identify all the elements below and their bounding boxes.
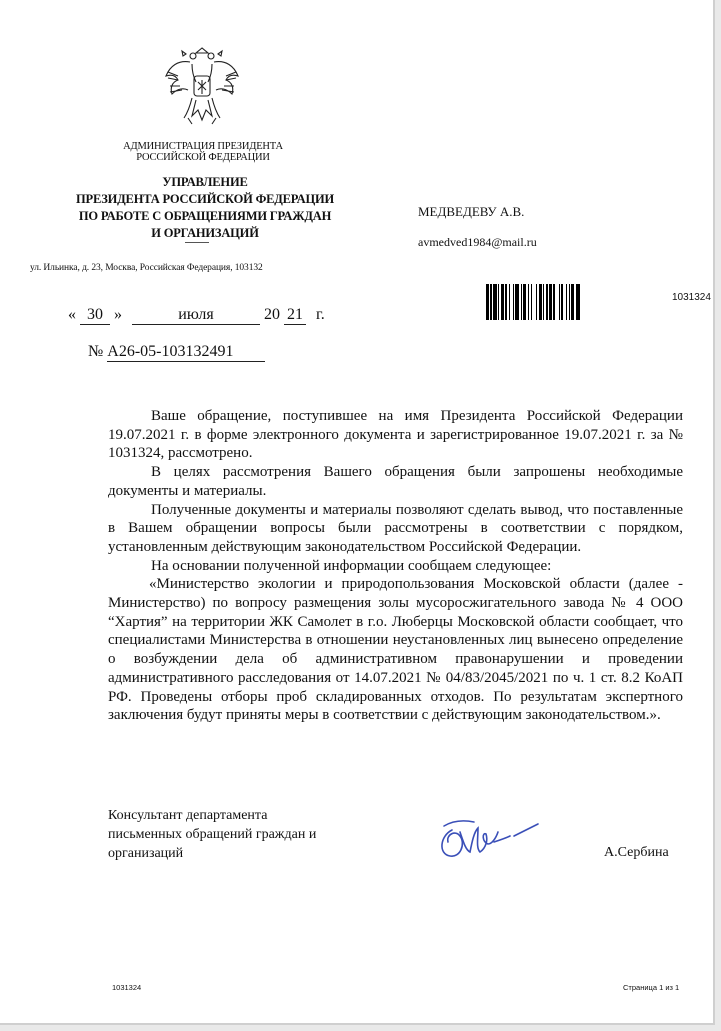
signer-title-line3: организаций xyxy=(108,846,184,861)
registration-prefix: № xyxy=(88,343,104,360)
signer-title-line2: письменных обращений граждан и xyxy=(108,827,317,842)
recipient-email: avmedved1984@mail.ru xyxy=(418,235,537,249)
org-small-line1: АДМИНИСТРАЦИЯ ПРЕЗИДЕНТА xyxy=(123,141,283,152)
date-month: июля xyxy=(132,306,260,325)
dept-line1: УПРАВЛЕНИЕ xyxy=(162,175,248,189)
barcode xyxy=(486,284,656,320)
date-day: 30 xyxy=(80,306,110,325)
org-small-line2: РОССИЙСКОЙ ФЕДЕРАЦИИ xyxy=(136,152,270,163)
dept-line2: ПРЕЗИДЕНТА РОССИЙСКОЙ ФЕДЕРАЦИИ xyxy=(75,192,335,206)
body-paragraph-1: Ваше обращение, поступившее на имя Президента Российской Федерации 19.07.2021 г. в форме электронного документа и зарегистрированное 19.07.2021 г. за № 1031324, рассмотрено. xyxy=(108,408,683,462)
body-paragraph-2: В целях рассмотрения Вашего обращения были запрошены необходимые документы и материалы. xyxy=(108,464,683,499)
date-century: 20 xyxy=(264,306,280,323)
header-divider xyxy=(185,242,209,243)
date-suffix: г. xyxy=(316,306,325,323)
dept-line4: И ОРГАНИЗАЦИЙ xyxy=(151,226,259,240)
registration-number: А26-05-103132491 xyxy=(107,343,265,362)
dept-line3: ПО РАБОТЕ С ОБРАЩЕНИЯМИ ГРАЖДАН xyxy=(78,209,332,223)
date-open-quote: « xyxy=(68,306,76,323)
coat-of-arms-icon xyxy=(162,42,242,128)
letter-body xyxy=(108,407,683,725)
department-header xyxy=(55,174,355,242)
date-year: 21 xyxy=(284,306,306,325)
body-paragraph-3: Полученные документы и материалы позволяют сделать вывод, что поставленные в Вашем обращении вопросы были рассмотрены в соответствии с порядком, установленным действующим законодательством Российской Федерации. xyxy=(108,501,683,555)
body-paragraph-quote: «Министерство экологии и природопользования Московской области (далее - Министерство) по вопросу размещения золы мусоросжигательного завода № 4 ООО “Хартия” на территории ЖК Самолет в г.о. Люберцы Московской области сообщает, что специалистами Министерства в отношении неустановленных лиц вынесено определение о возбуждении дела об административном правонарушении и проведении административного расследования от 14.07.2021 № 04/83/2045/2021 по ч. 1 ст. 8.2 КоАП РФ. Проведены отборы проб складированных отходов. По результатам экспертного заключения будут приняты меры в соответствии с действующим законодательством.». xyxy=(108,576,683,724)
signer-title xyxy=(108,806,316,863)
body-paragraph-4: На основании полученной информации сообщаем следующее: xyxy=(151,557,552,574)
footer-doc-id: 1031324 xyxy=(112,983,142,992)
signer-name: А.Сербина xyxy=(604,845,669,860)
signer-title-line1: Консультант департамента xyxy=(108,808,268,823)
date-line xyxy=(68,306,325,325)
barcode-number: 1031324 xyxy=(672,292,711,303)
footer-page-label: Страница 1 из 1 xyxy=(623,983,680,992)
recipient-name: МЕДВЕДЕВУ А.В. xyxy=(418,204,525,219)
org-header-small xyxy=(108,141,298,163)
date-close-quote: » xyxy=(114,306,122,323)
registration-line xyxy=(88,343,265,362)
handwritten-signature xyxy=(430,810,540,866)
sender-address: ул. Ильинка, д. 23, Москва, Российская Федерация, 103132 xyxy=(30,263,263,273)
